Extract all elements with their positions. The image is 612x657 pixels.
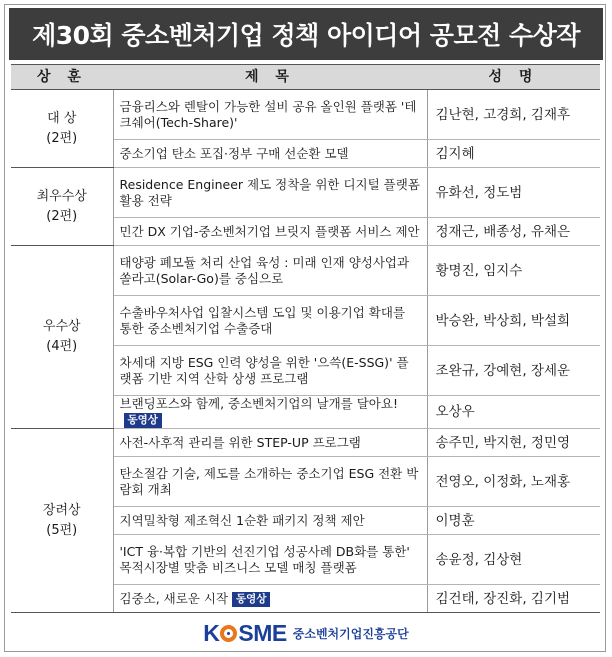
category-grand-prize — [11, 90, 113, 168]
category-excellence — [11, 168, 113, 246]
table-row — [11, 90, 600, 140]
entry-names: 박승완, 박상희, 박설희 — [427, 296, 600, 346]
entry-names: 전영오, 이정화, 노재홍 — [427, 457, 600, 507]
entry-names: 이명훈 — [427, 507, 600, 535]
entry-title: 김중소, 새로운 시작 — [119, 590, 229, 606]
entry-title: 'ICT 융·복합 기반의 선진기업 성공사례 DB화를 통한' 목적시장별 맞춤 비즈니스 모델 매칭 플랫폼 — [113, 535, 427, 585]
entry-names: 김건태, 장진화, 김기범 — [427, 585, 600, 613]
entry-names: 김난현, 고경희, 김재후 — [427, 90, 600, 140]
table-row — [11, 168, 600, 218]
entry-title: 사전-사후적 관리를 위한 STEP-UP 프로그램 — [113, 429, 427, 457]
entry-title: 민간 DX 기업-중소벤처기업 브릿지 플랫폼 서비스 제안 — [113, 218, 427, 246]
entry-title: 수출바우처사업 입찰시스템 도입 및 이용기업 확대를 통한 중소벤처기업 수출증대 — [113, 296, 427, 346]
category-count: (2편) — [46, 208, 78, 224]
entry-names: 오상우 — [427, 396, 600, 429]
entry-title: 중소기업 탄소 포집·정부 구매 선순환 모델 — [113, 140, 427, 168]
entry-title: 브랜딩포스와 함께, 중소벤처기업의 날개를 달아요! — [119, 396, 398, 411]
header-subject: 제 목 — [113, 65, 427, 90]
entry-names: 황명진, 임지수 — [427, 246, 600, 296]
category-encouragement — [11, 429, 113, 613]
category-count: (2편) — [46, 130, 78, 146]
entry-names: 유화선, 정도범 — [427, 168, 600, 218]
page-title: 제30회 중소벤처기업 정책 아이디어 공모전 수상작 — [9, 8, 603, 60]
kosme-logo: K SME — [203, 619, 287, 646]
entry-names: 송주민, 박지현, 정민영 — [427, 429, 600, 457]
entry-title: 금융리스와 렌탈이 가능한 설비 공유 올인원 플랫폼 '테크쉐어(Tech-Share)' — [113, 90, 427, 140]
table-header-row — [11, 65, 600, 90]
entry-names: 김지혜 — [427, 140, 600, 168]
entry-names: 조완규, 강예현, 장세운 — [427, 346, 600, 396]
category-name: 우수상 — [42, 319, 81, 334]
entry-title-cell — [113, 585, 427, 613]
logo-circle-icon — [220, 625, 237, 642]
category-count: (5편) — [46, 522, 78, 538]
organization-name: 중소벤처기업진흥공단 — [292, 626, 409, 641]
entry-title-cell — [113, 396, 427, 429]
category-count: (4편) — [46, 339, 78, 354]
entry-title: 탄소절감 기술, 제도를 소개하는 중소기업 ESG 전환 박람회 개최 — [113, 457, 427, 507]
entry-title: 지역밀착형 제조혁신 1순환 패키지 정책 제안 — [113, 507, 427, 535]
category-name: 장려상 — [42, 502, 81, 518]
table-row — [11, 246, 600, 296]
video-badge[interactable]: 동영상 — [124, 413, 162, 428]
footer — [0, 618, 612, 648]
entry-title: 차세대 지방 ESG 인력 양성을 위한 '으쓱(E-SSG)' 플랫폼 기반 지역 산학 상생 프로그램 — [113, 346, 427, 396]
entry-title: Residence Engineer 제도 정착을 위한 디지털 플랫폼 활용 전략 — [113, 168, 427, 218]
category-merit — [11, 246, 113, 429]
table-row — [11, 429, 600, 457]
header-award: 상 훈 — [11, 65, 113, 90]
entry-title: 태양광 폐모듈 처리 산업 육성 : 미래 인재 양성사업과 쏠라고(Solar-Go)를 중심으로 — [113, 246, 427, 296]
entry-names: 송윤정, 김상현 — [427, 535, 600, 585]
header-names: 성 명 — [427, 65, 600, 90]
category-name: 대 상 — [47, 110, 77, 126]
category-name: 최우수상 — [36, 188, 87, 204]
entry-names: 정재근, 배종성, 유채은 — [427, 218, 600, 246]
awards-table — [11, 64, 600, 613]
video-badge[interactable]: 동영상 — [232, 592, 270, 607]
